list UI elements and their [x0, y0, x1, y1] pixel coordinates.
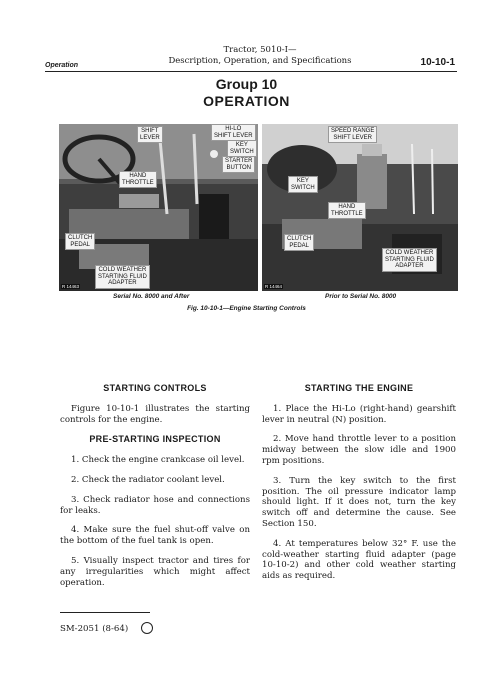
label-cold-weather-adapter: COLD WEATHER STARTING FLUID ADAPTER — [382, 248, 437, 272]
list-item: 2. Move hand throttle lever to a position midway between the slow idle and 1900 rpm positions. — [262, 434, 456, 466]
document-title — [150, 45, 370, 67]
label-clutch-pedal: CLUTCH PEDAL — [65, 233, 95, 250]
section-title: OPERATION — [203, 93, 290, 109]
list-item: 4. Make sure the fuel shut-off valve on the bottom of the fuel tank is open. — [60, 525, 250, 547]
list-item: 5. Visually inspect tractor and tires for any irregularities which might affect operation. — [60, 555, 250, 588]
section-label: Operation — [45, 62, 79, 69]
group-title: Group 10 — [215, 76, 278, 92]
title-line-1: Tractor, 5010-I— — [223, 45, 297, 55]
label-key-switch: KEY SWITCH — [227, 140, 257, 157]
paragraph-intro: Figure 10-10-1 illustrates the starting controls for the engine. — [60, 403, 250, 425]
label-shift-lever: SHIFT LEVER — [137, 126, 163, 143]
right-column — [262, 383, 456, 591]
label-clutch-pedal: CLUTCH PEDAL — [284, 234, 314, 251]
label-key-switch: KEY SWITCH — [288, 176, 318, 193]
title-line-2: Description, Operation, and Specifications — [168, 56, 352, 66]
heading-pre-starting-inspection: PRE-STARTING INSPECTION — [89, 434, 221, 445]
label-hand-throttle: HAND THROTTLE — [119, 171, 157, 188]
serial-left: Serial No. 8000 and After — [113, 293, 190, 300]
heading-starting-the-engine: STARTING THE ENGINE — [304, 383, 414, 393]
negative-number: R 14463 — [62, 284, 80, 289]
footer-rule — [60, 612, 150, 613]
footer-code: SM-2051 (8-64) — [60, 624, 129, 634]
list-item: 3. Turn the key switch to the first position. The oil pressure indicator lamp should light. If it does not, turn the key switch off and determine the cause. See Section 150. — [262, 475, 456, 529]
union-label-icon — [141, 622, 153, 634]
label-hand-throttle: HAND THROTTLE — [328, 202, 366, 219]
list-item: 4. At temperatures below 32° F. use the cold-weather starting fluid adapter (page 10-10-2) and other cold weather starting aids as required. — [262, 538, 456, 582]
photo-controls-prior-8000 — [262, 124, 458, 291]
figure-caption: Fig. 10-10-1—Engine Starting Controls — [187, 305, 306, 312]
photo-controls-after-8000 — [59, 124, 258, 291]
list-item: 3. Check radiator hose and connections for leaks. — [60, 494, 250, 516]
serial-right: Prior to Serial No. 8000 — [325, 293, 397, 300]
left-column — [60, 383, 250, 597]
heading-starting-controls: STARTING CONTROLS — [103, 383, 207, 393]
header-rule — [45, 71, 457, 72]
label-hi-lo-shift-lever: HI-LO SHIFT LEVER — [211, 124, 256, 141]
negative-number: R 14464 — [265, 284, 283, 289]
list-item: 1. Place the Hi-Lo (right-hand) gearshift lever in neutral (N) position. — [262, 403, 456, 425]
page-number: 10-10-1 — [420, 57, 455, 68]
label-speed-range-shift-lever: SPEED RANGE SHIFT LEVER — [328, 126, 377, 143]
list-item: 2. Check the radiator coolant level. — [71, 474, 225, 485]
list-item: 1. Check the engine crankcase oil level. — [71, 455, 245, 466]
label-starter-button: STARTER BUTTON — [222, 156, 255, 173]
label-cold-weather-adapter: COLD WEATHER STARTING FLUID ADAPTER — [95, 265, 150, 289]
